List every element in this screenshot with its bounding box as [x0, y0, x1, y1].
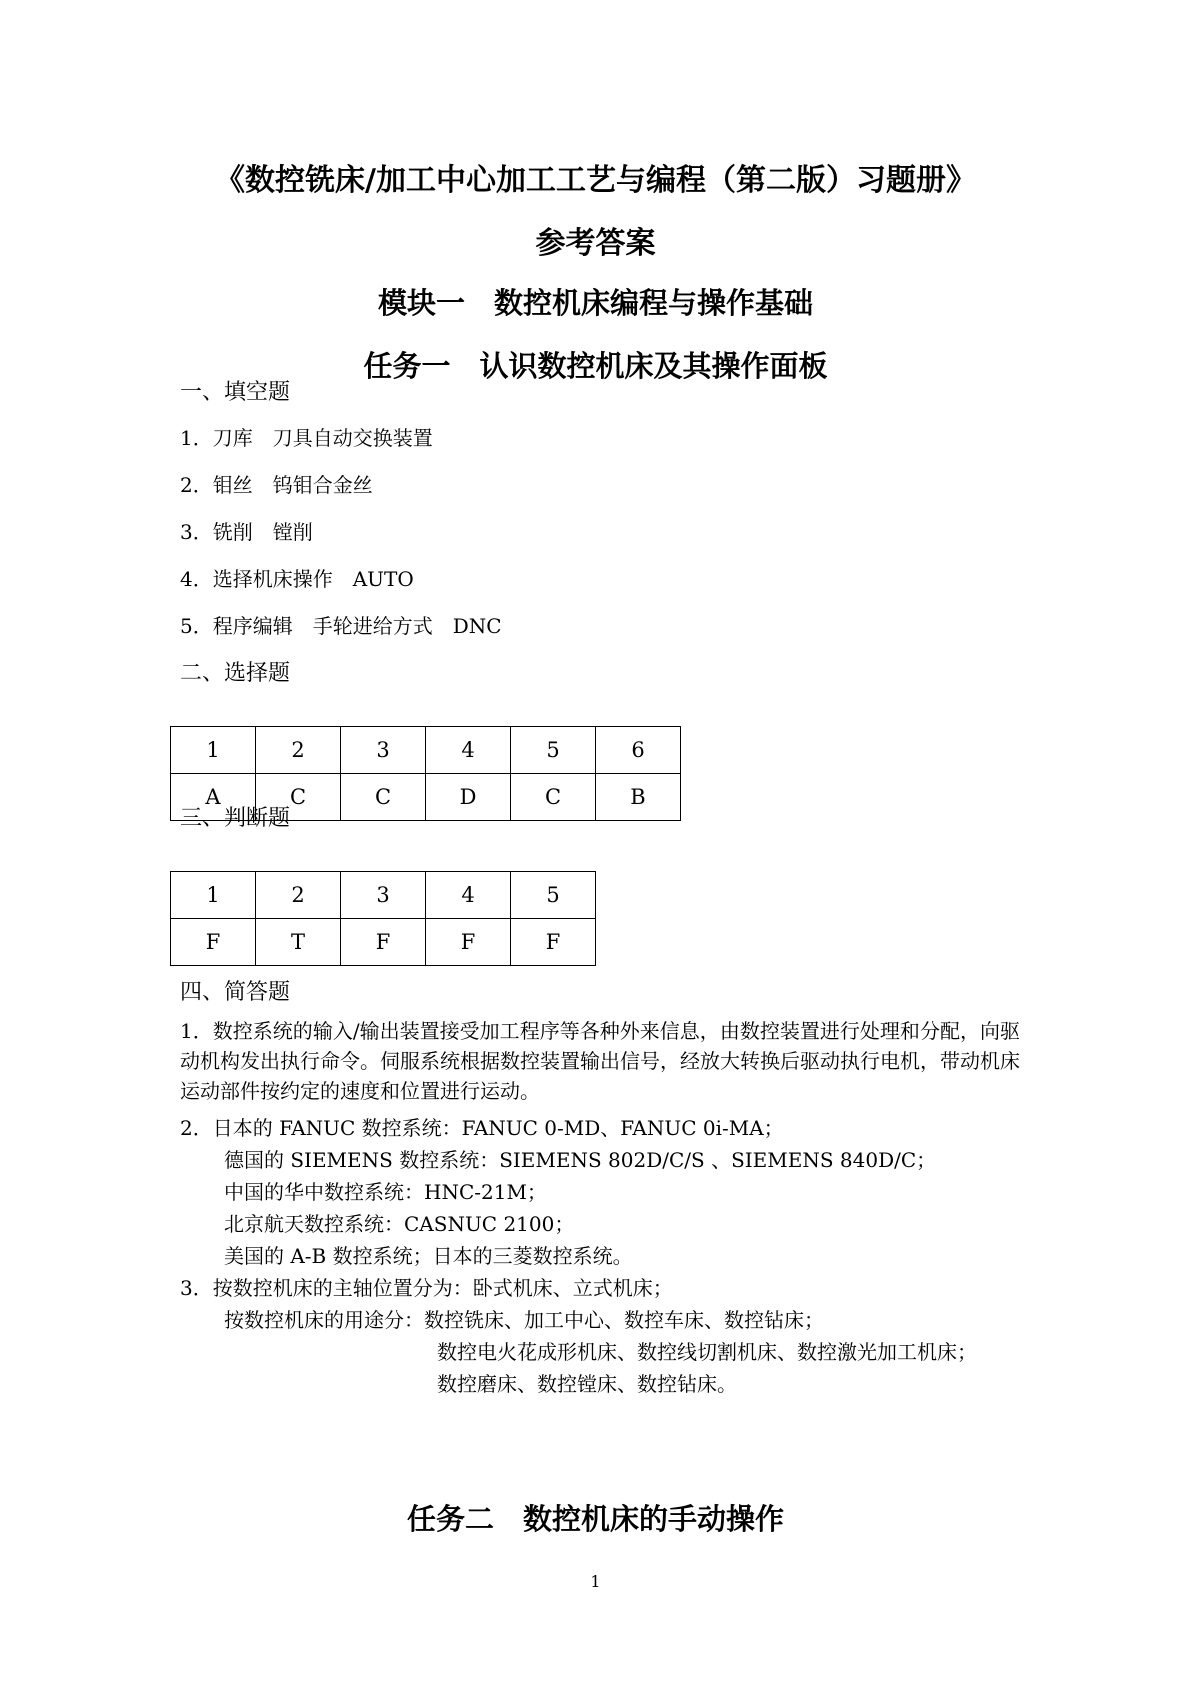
short-answer-3-line1: 3．按数控机床的主轴位置分为：卧式机床、立式机床；: [180, 1276, 673, 1300]
section1-heading: 一、填空题: [180, 380, 291, 405]
short-answer-2-line2: 德国的 SIEMENS 数控系统：SIEMENS 802D/C/S 、SIEMENS 840D/C；: [224, 1148, 937, 1172]
task1-heading: 任务一 认识数控机床及其操作面板: [363, 349, 828, 383]
table-cell: C: [256, 774, 341, 821]
short-answer-2-line3: 中国的华中数控系统：HNC-21M；: [224, 1180, 547, 1204]
short-answer-1: 1．数控系统的输入/输出装置接受加工程序等各种外来信息，由数控装置进行处理和分配，向驱动机构发出执行命令。伺服系统根据数控装置输出信号，经放大转换后驱动执行电机，带动机床运动部件按约定的速度和位置进行运动。: [180, 1019, 1020, 1103]
table-cell: A: [171, 774, 256, 821]
short-answer-3-line2: 按数控机床的用途分：数控铣床、加工中心、数控车床、数控钻床；: [224, 1308, 824, 1332]
table-cell: 3: [341, 727, 426, 774]
short-answer-2-line5: 美国的 A-B 数控系统；日本的三菱数控系统。: [224, 1244, 633, 1268]
table-cell: F: [171, 919, 256, 966]
module-heading: 模块一 数控机床编程与操作基础: [377, 286, 813, 320]
table-cell: F: [511, 919, 596, 966]
fill-answer-4: 4．选择机床操作 AUTO: [180, 567, 414, 591]
table-cell: 2: [256, 727, 341, 774]
table-cell: 2: [256, 872, 341, 919]
document-title: 《数控铣床/加工中心加工工艺与编程（第二版）习题册》: [215, 163, 976, 198]
fill-answer-5: 5．程序编辑 手轮进给方式 DNC: [180, 614, 502, 638]
table-cell: 1: [171, 872, 256, 919]
table-cell: B: [596, 774, 681, 821]
document-subtitle: 参考答案: [535, 226, 656, 261]
table-cell: T: [256, 919, 341, 966]
fill-answer-2: 2．钼丝 钨钼合金丝: [180, 473, 373, 497]
section3-heading: 三、判断题: [180, 806, 291, 831]
table-cell: F: [426, 919, 511, 966]
short-answer-2-line4: 北京航天数控系统：CASNUC 2100；: [224, 1212, 575, 1236]
table-cell: C: [511, 774, 596, 821]
task2-heading: 任务二 数控机床的手动操作: [406, 1502, 784, 1536]
short-answer-3-line3: 数控电火花成形机床、数控线切割机床、数控激光加工机床；: [437, 1340, 977, 1364]
table-cell: 5: [511, 872, 596, 919]
table-cell: 3: [341, 872, 426, 919]
section4-heading: 四、简答题: [180, 980, 291, 1005]
page-number: 1: [590, 1572, 601, 1591]
short-answer-3-line4: 数控磨床、数控镗床、数控钻床。: [437, 1372, 737, 1396]
table-row: [171, 919, 596, 966]
fill-answer-1: 1．刀库 刀具自动交换装置: [180, 426, 433, 450]
short-answer-2-line1: 2．日本的 FANUC 数控系统：FANUC 0-MD、FANUC 0i-MA；: [180, 1116, 784, 1140]
table-header-row: [171, 727, 681, 774]
table-header-row: [171, 872, 596, 919]
table-cell: D: [426, 774, 511, 821]
table-cell: 4: [426, 872, 511, 919]
table-cell: 6: [596, 727, 681, 774]
table-cell: 4: [426, 727, 511, 774]
fill-answer-3: 3．铣削 镗削: [180, 520, 313, 544]
table-cell: 1: [171, 727, 256, 774]
table-cell: C: [341, 774, 426, 821]
table-cell: F: [341, 919, 426, 966]
section2-heading: 二、选择题: [180, 661, 291, 686]
table-cell: 5: [511, 727, 596, 774]
judgement-answer-table: [170, 871, 596, 966]
